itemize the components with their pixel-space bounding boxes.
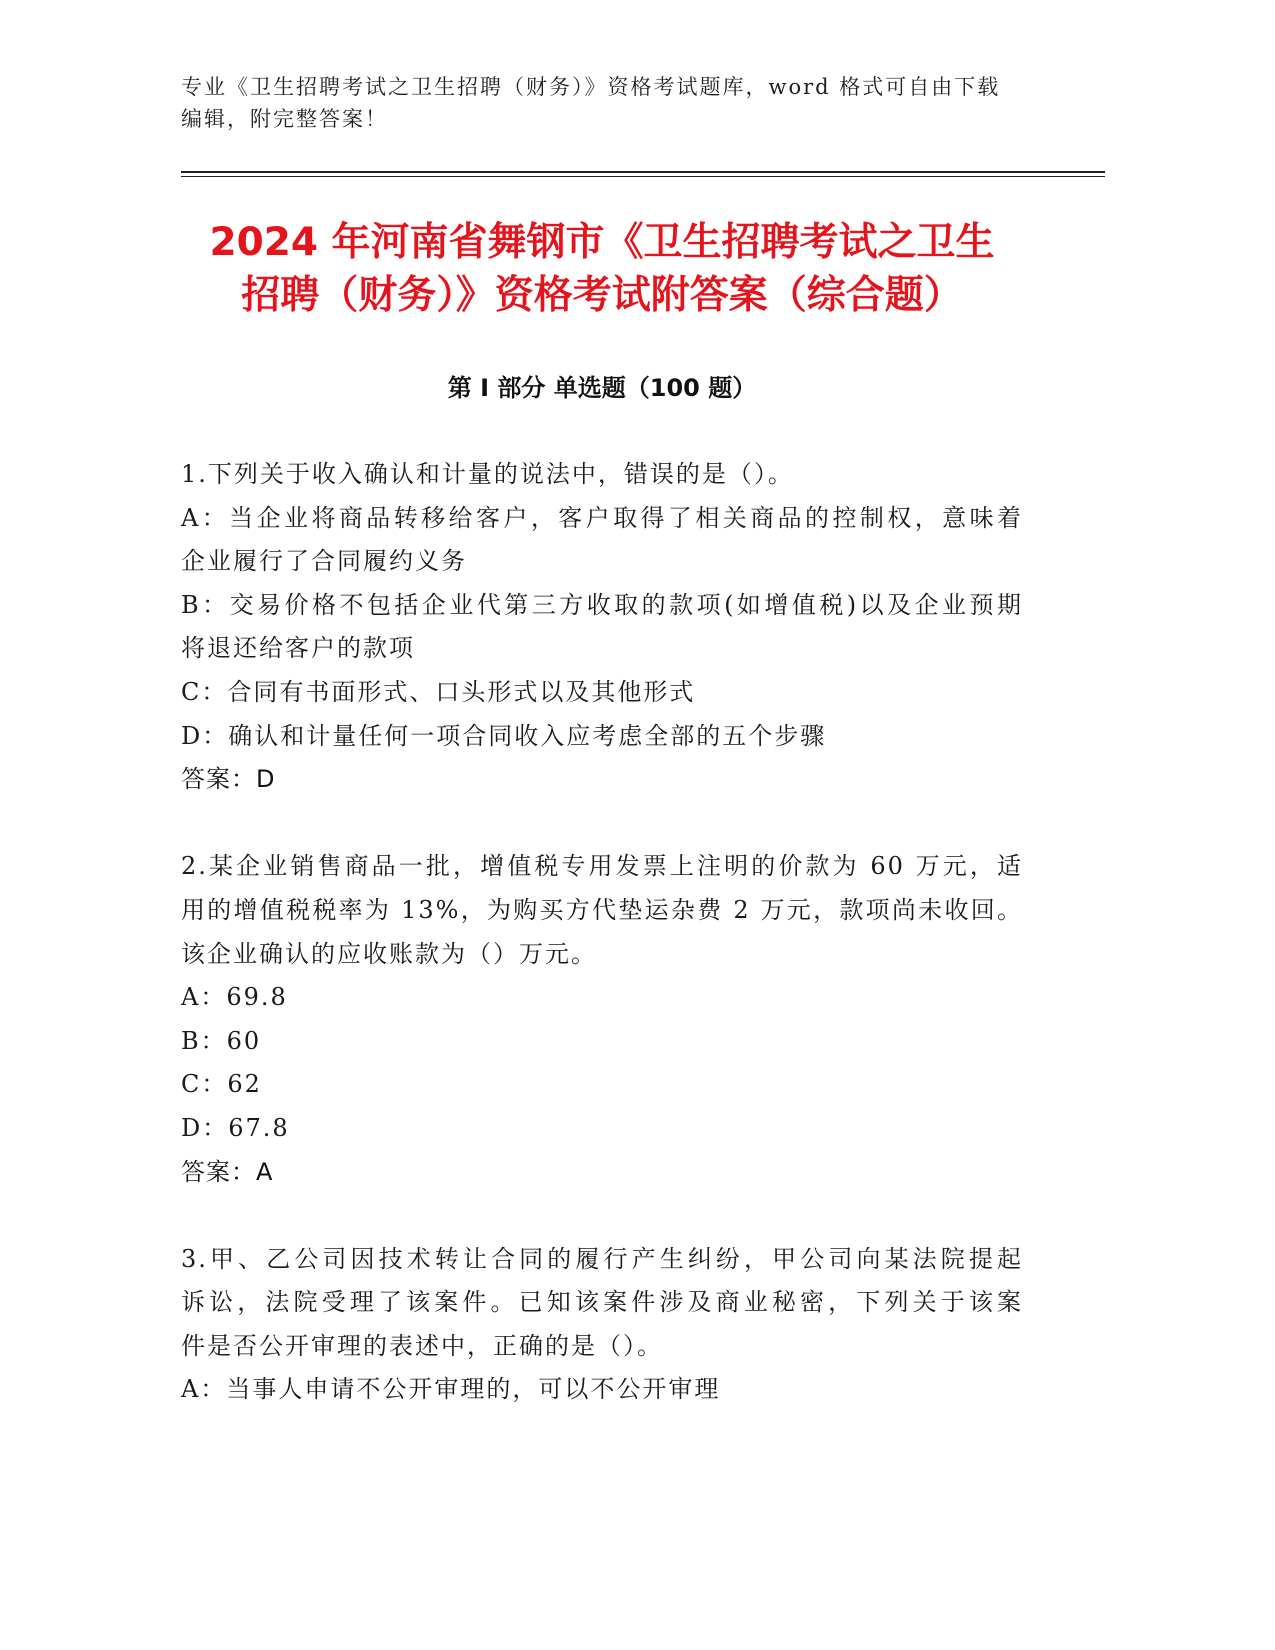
- option-d: [181, 715, 1023, 759]
- option-line: D：67.8: [181, 1113, 290, 1142]
- question-stem: [181, 845, 1023, 976]
- header-note-line: 专业《卫生招聘考试之卫生招聘（财务）》资格考试题库，word 格式可自由下载: [181, 75, 1001, 99]
- option-line: 企业履行了合同履约义务: [181, 547, 467, 576]
- stem-line: 诉讼，法院受理了该案件。已知该案件涉及商业秘密，下列关于该案: [181, 1288, 1023, 1317]
- question-stem: [181, 1238, 1023, 1369]
- option-line: 将退还给客户的款项: [181, 634, 415, 663]
- section-heading: 第 I 部分 单选题（100 题）: [447, 374, 757, 402]
- answer-line: 答案：A: [181, 1157, 274, 1186]
- stem-line: 用的增值税税率为 13%，为购买方代垫运杂费 2 万元，款项尚未收回。: [181, 895, 1023, 924]
- question-1: [181, 453, 1023, 802]
- option-a: [181, 976, 1023, 1020]
- header-divider: [181, 171, 1105, 177]
- option-d: [181, 1107, 1023, 1151]
- header-note: [181, 71, 1061, 135]
- header-note-line: 编辑，附完整答案！: [181, 107, 388, 131]
- stem-line: 2.某企业销售商品一批，增值税专用发票上注明的价款为 60 万元，适: [181, 852, 1023, 881]
- stem-line: 件是否公开审理的表述中，正确的是（）。: [181, 1331, 663, 1360]
- option-line: A：当事人申请不公开审理的，可以不公开审理: [181, 1375, 721, 1404]
- stem-line: 3.甲、乙公司因技术转让合同的履行产生纠纷，甲公司向某法院提起: [181, 1244, 1023, 1273]
- option-line: C：62: [181, 1070, 262, 1099]
- option-a: [181, 1368, 1023, 1412]
- option-c: [181, 1063, 1023, 1107]
- title-line: 招聘（财务）》资格考试附答案（综合题）: [241, 273, 963, 318]
- option-a: [181, 497, 1023, 584]
- question-3: [181, 1238, 1023, 1412]
- question-list: [181, 453, 1023, 1412]
- stem-line: 该企业确认的应收账款为（）万元。: [181, 939, 597, 968]
- stem-line: 1.下列关于收入确认和计量的说法中，错误的是（）。: [181, 460, 794, 488]
- answer-line: 答案：D: [181, 765, 276, 794]
- question-stem: [181, 453, 1023, 497]
- option-line: B：交易价格不包括企业代第三方收取的款项(如增值税)以及企业预期: [181, 590, 1023, 619]
- option-b: [181, 1020, 1023, 1064]
- title-line: 2024 年河南省舞钢市《卫生招聘考试之卫生: [209, 220, 995, 265]
- option-line: A：当企业将商品转移给客户，客户取得了相关商品的控制权，意味着: [181, 503, 1023, 532]
- option-b: [181, 584, 1023, 671]
- document-title: [181, 216, 1023, 322]
- option-line: A：69.8: [181, 983, 288, 1012]
- question-2: [181, 845, 1023, 1194]
- option-line: D：确认和计量任何一项合同收入应考虑全部的五个步骤: [181, 721, 827, 750]
- option-c: [181, 671, 1023, 715]
- option-line: C：合同有书面形式、口头形式以及其他形式: [181, 677, 696, 706]
- option-line: B：60: [181, 1026, 262, 1055]
